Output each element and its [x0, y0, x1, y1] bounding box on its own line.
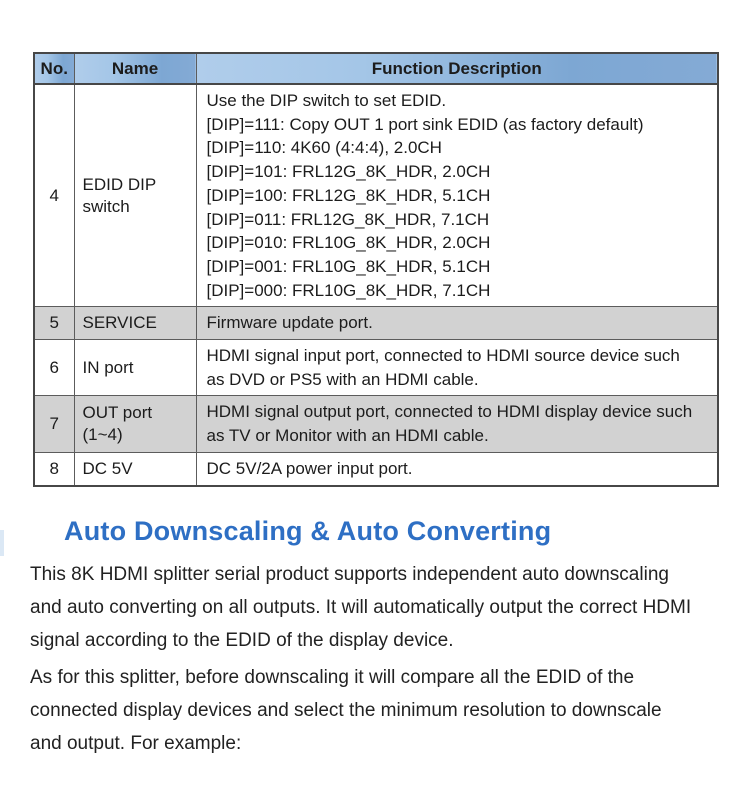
desc-line: [DIP]=001: FRL10G_8K_HDR, 5.1CH: [206, 256, 491, 276]
cell-description: [196, 452, 718, 485]
header-name: Name: [74, 53, 196, 84]
desc-line: Use the DIP switch to set EDID.: [206, 91, 447, 110]
cell-name: [74, 340, 196, 396]
cell-description: [196, 307, 718, 340]
desc-line: [DIP]=010: FRL10G_8K_HDR, 2.0CH: [206, 233, 491, 253]
desc-line: [DIP]=100: FRL12G_8K_HDR, 5.1CH: [206, 185, 491, 205]
header-function-description: Function Description: [196, 53, 718, 84]
table-row-edid-dip-switch: [34, 84, 718, 307]
cell-name: [74, 307, 196, 340]
header-no: No.: [34, 53, 74, 84]
cell-no: 7: [34, 396, 74, 452]
cell-description: [196, 84, 718, 307]
desc-line: [DIP]=101: FRL12G_8K_HDR, 2.0CH: [206, 162, 491, 182]
name-line: DC 5V: [82, 458, 133, 478]
cell-no: 4: [34, 84, 74, 307]
name-line: SERVICE: [82, 313, 157, 333]
paragraph-line: and output. For example:: [30, 733, 242, 754]
cell-no: 5: [34, 307, 74, 340]
desc-line: as DVD or PS5 with an HDMI cable.: [206, 369, 479, 389]
left-margin-mark: [0, 530, 4, 556]
paragraph-edid-compare: [30, 661, 750, 760]
table-row-service: [34, 307, 718, 340]
desc-line: DC 5V/2A power input port.: [206, 458, 413, 478]
cell-description: [196, 396, 718, 452]
name-line: EDID DIP: [82, 174, 157, 194]
name-line: (1~4): [82, 425, 123, 445]
cell-name: [74, 396, 196, 452]
paragraph-line: and auto converting on all outputs. It will automatically output the correct HDMI: [30, 597, 692, 618]
desc-line: [DIP]=110: 4K60 (4:4:4), 2.0CH: [206, 138, 442, 158]
desc-line: [DIP]=111: Copy OUT 1 port sink EDID (as factory default): [206, 114, 644, 134]
function-description-table: [33, 52, 719, 487]
desc-line: [DIP]=011: FRL12G_8K_HDR, 7.1CH: [206, 209, 490, 229]
desc-line: HDMI signal input port, connected to HDMI source device such: [206, 346, 680, 366]
name-line: OUT port: [82, 403, 153, 423]
cell-no: 6: [34, 340, 74, 396]
desc-line: Firmware update port.: [206, 313, 373, 333]
desc-line: HDMI signal output port, connected to HDMI display device such: [206, 402, 693, 422]
name-line: switch: [82, 196, 130, 216]
cell-no: 8: [34, 452, 74, 485]
paragraph-line: This 8K HDMI splitter serial product supports independent auto downscaling: [30, 564, 669, 585]
cell-description: [196, 340, 718, 396]
desc-line: as TV or Monitor with an HDMI cable.: [206, 426, 489, 446]
section-heading: Auto Downscaling & Auto Converting: [64, 516, 552, 546]
desc-line: [DIP]=000: FRL10G_8K_HDR, 7.1CH: [206, 280, 491, 300]
paragraph-line: signal according to the EDID of the display device.: [30, 630, 454, 651]
table-row-out-port: [34, 396, 718, 452]
paragraph-auto-downscaling: [30, 558, 750, 657]
paragraph-line: connected display devices and select the minimum resolution to downscale: [30, 700, 662, 721]
table-row-dc-5v: [34, 452, 718, 485]
table-header-row: [34, 53, 718, 84]
table-row-in-port: [34, 340, 718, 396]
name-line: IN port: [82, 357, 134, 377]
paragraph-line: As for this splitter, before downscaling it will compare all the EDID of the: [30, 667, 635, 688]
cell-name: [74, 452, 196, 485]
cell-name: [74, 84, 196, 307]
